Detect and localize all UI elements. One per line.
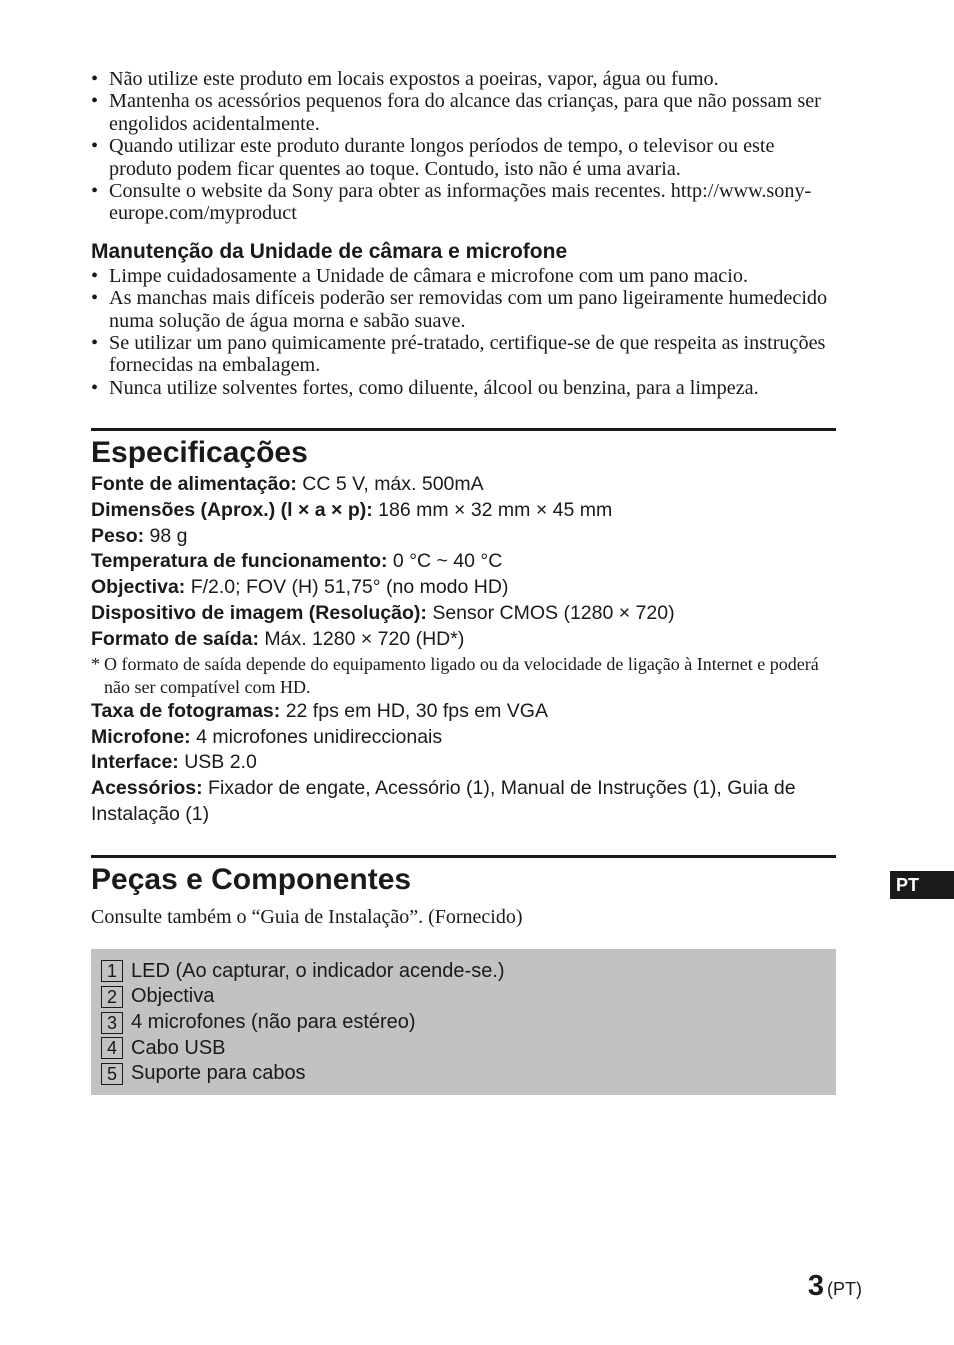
spec-frame-rate [91,699,836,725]
spec-accessories [91,776,836,827]
spec-output-format [91,627,836,653]
parts-list-box [91,949,836,1096]
spec-value: 0 °C ~ 40 °C [387,550,503,573]
section-divider [91,855,836,858]
list-item: • Limpe cuidadosamente a Unidade de câmara e microfone com um pano macio. [91,265,836,287]
list-item: • Nunca utilize solventes fortes, como diluente, álcool ou benzina, para a limpeza. [91,377,836,399]
list-item: • Se utilizar um pano quimicamente pré-tratado, certifique-se de que respeita as instruções fornecidas na embalagem. [91,332,836,377]
spec-value: 98 g [144,524,188,547]
spec-temperature [91,549,836,575]
website-sentence: Consulte o website da Sony para obter as informações mais recentes. http://www.sony-europe.com/myproduct [109,180,812,225]
specs-list [91,472,836,827]
spec-label: Peso: [91,524,145,547]
spec-value: USB 2.0 [178,751,257,774]
language-tab: PT [890,871,954,899]
part-item [101,1036,826,1062]
spec-label: Taxa de fotogramas: [91,700,281,723]
part-number: 2 [101,986,123,1008]
page-number-value: 3 [807,1270,824,1302]
page-number-suffix: (PT) [827,1279,862,1299]
footnote-text: O formato de saída depende do equipamento ligado ou da velocidade de ligação à Internet e poderá não ser compatível com HD. [104,654,819,697]
spec-value: Máx. 1280 × 720 (HD*) [258,627,465,650]
part-item [101,984,826,1010]
spec-label: Fonte de alimentação: [91,473,297,496]
list-item: • As manchas mais difíceis poderão ser removidas com um pano ligeiramente humedecido numa solução de água morna e sabão suave. [91,287,836,332]
spec-label: Formato de saída: [91,627,259,650]
spec-label: Acessórios: [91,777,203,800]
spec-value: 4 microfones unidireccionais [190,725,443,748]
part-label: 4 microfones (não para estéreo) [131,1010,416,1033]
part-number: 4 [101,1037,123,1059]
spec-value: 22 fps em HD, 30 fps em VGA [280,700,548,723]
spec-image-device [91,601,836,627]
list-item [91,180,836,225]
footnote-mark: * [91,654,100,675]
part-label: LED (Ao capturar, o indicador acende-se.) [131,959,505,982]
part-label: Suporte para cabos [131,1062,306,1085]
spec-microphone [91,725,836,751]
part-number: 1 [101,960,123,982]
part-number: 5 [101,1063,123,1085]
maintenance-heading: Manutenção da Unidade de câmara e microfone [91,239,568,263]
spec-value: CC 5 V, máx. 500mA [296,473,484,496]
spec-label: Objectiva: [91,576,186,599]
spec-value: F/2.0; FOV (H) 51,75° (no modo HD) [185,576,509,599]
part-label: Objectiva [131,985,215,1008]
spec-label: Interface: [91,751,179,774]
maintenance-bullet-list [91,265,836,399]
spec-lens [91,575,836,601]
spec-label: Microfone: [91,725,191,748]
spec-label: Temperatura de funcionamento: [91,550,388,573]
spec-value: Fixador de engate, Acessório (1), Manual de Instruções (1), Guia de Instalação (1) [91,777,796,825]
spec-label: Dimensões (Aprox.) (l × a × p): [91,498,373,521]
spec-footnote [91,653,836,698]
spec-dimensions [91,498,836,524]
list-item: • Não utilize este produto em locais expostos a poeiras, vapor, água ou fumo. [91,68,836,90]
specs-title: Especificações [91,436,308,470]
spec-weight [91,524,836,550]
part-item [101,1010,826,1036]
section-divider [91,428,836,431]
spec-label: Dispositivo de imagem (Resolução): [91,601,427,624]
spec-interface [91,750,836,776]
parts-title: Peças e Componentes [91,862,412,896]
spec-power [91,472,836,498]
spec-value: 186 mm × 32 mm × 45 mm [372,498,613,521]
page-number [808,1270,862,1303]
part-number: 3 [101,1012,123,1034]
part-item [101,1061,826,1087]
part-item [101,959,826,985]
intro-bullet-list [91,68,836,225]
list-item: • Quando utilizar este produto durante longos períodos de tempo, o televisor ou este produto podem ficar quentes ao toque. Contudo, isto não é uma avaria. [91,135,836,180]
spec-value: Sensor CMOS (1280 × 720) [426,601,675,624]
page-content [91,68,836,1095]
parts-intro: Consulte também o “Guia de Instalação”. (Fornecido) [91,905,523,928]
part-label: Cabo USB [131,1036,226,1059]
list-item: • Mantenha os acessórios pequenos fora do alcance das crianças, para que não possam ser engolidos acidentalmente. [91,90,836,135]
